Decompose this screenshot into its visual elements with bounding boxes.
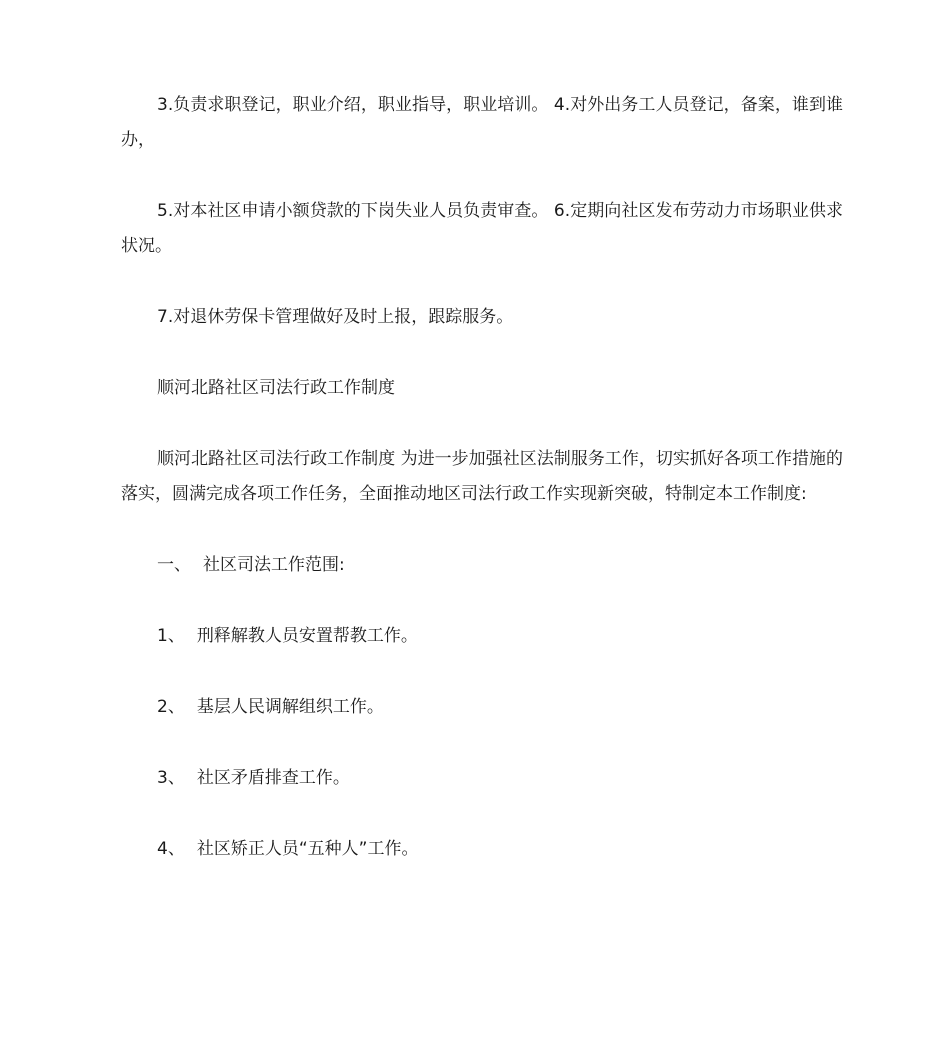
list-item xyxy=(121,619,843,654)
paragraph-intro: 顺河北路社区司法行政工作制度 为进一步加强社区法制服务工作，切实抓好各项工作措施的落实，圆满完成各项工作任务，全面推动地区司法行政工作实现新突破，特制定本工作制度: xyxy=(121,449,843,504)
list-item-number: 1、 xyxy=(157,626,185,646)
list-item-text: 基层人民调解组织工作。 xyxy=(196,697,384,717)
section-number: 一、 xyxy=(157,555,191,575)
paragraph-employment-duties-2: 5.对本社区申请小额贷款的下岗失业人员负责审查。 6.定期向社区发布劳动力市场职业供求状况。 xyxy=(121,201,843,256)
list-item xyxy=(121,690,843,725)
paragraph-employment-duties-1: 3.负责求职登记，职业介绍，职业指导，职业培训。 4.对外出务工人员登记，备案，谁到谁办， xyxy=(121,95,843,150)
section-title: 社区司法工作范围: xyxy=(203,555,345,575)
list-item xyxy=(121,832,843,867)
document-body xyxy=(121,88,843,903)
paragraph-employment-duties-3: 7.对退休劳保卡管理做好及时上报，跟踪服务。 xyxy=(157,307,514,327)
section-scope xyxy=(121,548,843,583)
list-item-number: 3、 xyxy=(157,768,185,788)
list-item-number: 4、 xyxy=(157,839,185,859)
section-heading: 顺河北路社区司法行政工作制度 xyxy=(157,378,395,398)
list-item-text: 社区矫正人员“五种人”工作。 xyxy=(196,839,419,859)
list-item-number: 2、 xyxy=(157,697,185,717)
list-item-text: 刑释解教人员安置帮教工作。 xyxy=(196,626,418,646)
list-item xyxy=(121,761,843,796)
list-item-text: 社区矛盾排查工作。 xyxy=(196,768,350,788)
